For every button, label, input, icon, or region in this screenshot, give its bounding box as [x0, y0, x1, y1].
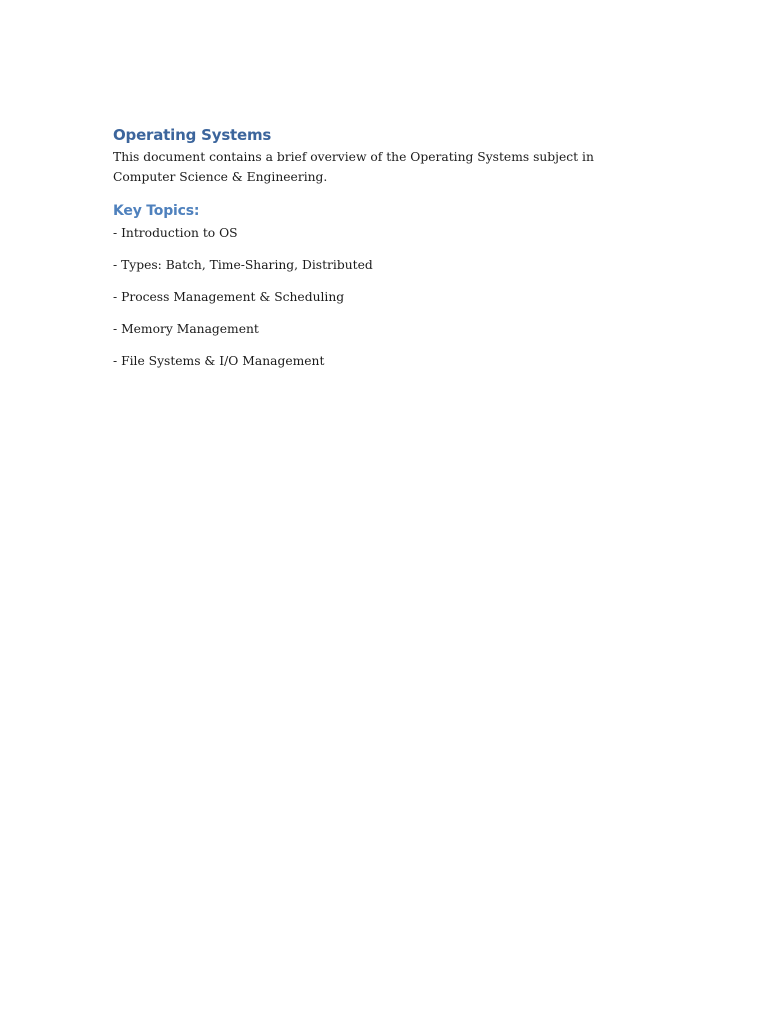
topic-item: - Introduction to OS — [113, 226, 238, 240]
intro-paragraph: This document contains a brief overview of the Operating Systems subject in Computer Science & Engineering. — [113, 150, 594, 184]
topic-item: - Memory Management — [113, 322, 259, 336]
topic-list — [113, 223, 638, 371]
section-heading-key-topics: Key Topics: — [113, 203, 200, 219]
topic-item: - Process Management & Scheduling — [113, 290, 345, 304]
topic-item: - Types: Batch, Time-Sharing, Distributed — [113, 258, 373, 272]
topic-item: - File Systems & I/O Management — [113, 354, 325, 368]
document-title: Operating Systems — [113, 126, 272, 144]
